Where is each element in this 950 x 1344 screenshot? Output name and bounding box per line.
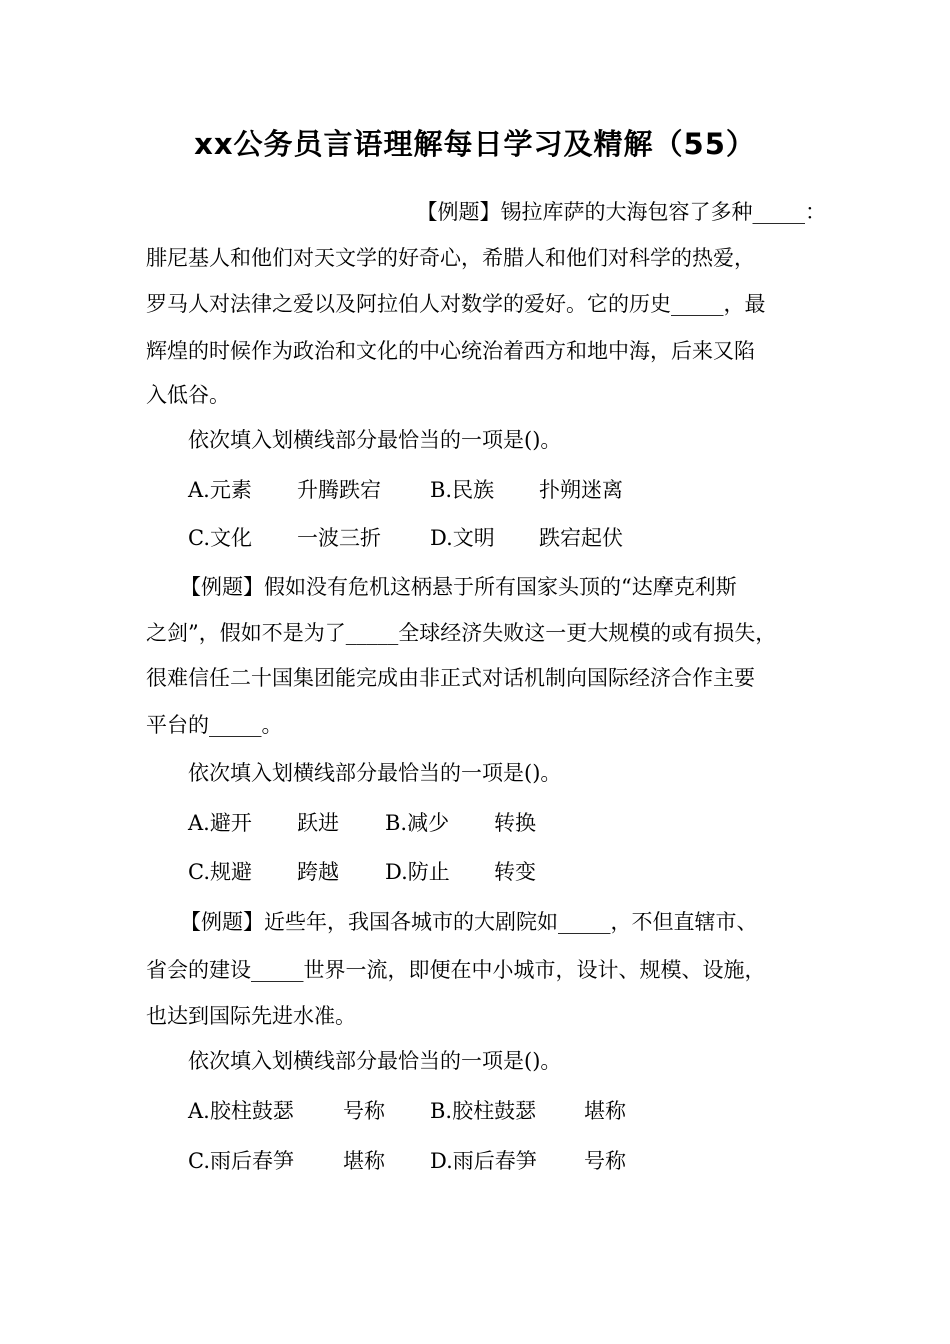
q1-option-a-word1: A.元素	[188, 478, 252, 502]
q2-line-1: 【例题】假如没有危机这柄悬于所有国家头顶的“达摩克利斯	[180, 575, 737, 599]
q1-option-c-word1: C.文化	[188, 526, 252, 550]
q2-option-a-word1: A.避开	[188, 811, 252, 835]
q3-option-a-word1: A.胶柱鼓瑟	[188, 1099, 294, 1123]
q2-option-d-word2: 转变	[494, 860, 536, 884]
q1-line-5: 入低谷。	[146, 383, 230, 407]
q2-line-2: 之剑”，假如不是为了_____全球经济失败这一更大规模的或有损失，	[146, 621, 777, 645]
q2-line-3: 很难信任二十国集团能完成由非正式对话机制向国际经济合作主要	[146, 666, 755, 690]
q2-option-b-word1: B.减少	[385, 811, 450, 835]
q1-option-d-word2: 跌宕起伏	[539, 526, 623, 550]
q3-option-c-word2: 堪称	[343, 1149, 385, 1173]
q3-line-1: 【例题】近些年，我国各城市的大剧院如_____，不但直辖市、	[180, 910, 758, 934]
q2-prompt: 依次填入划横线部分最恰当的一项是()。	[188, 761, 562, 785]
q1-option-c-word2: 一波三折	[297, 526, 381, 550]
q1-line-1: 【例题】锡拉库萨的大海包容了多种_____：	[416, 200, 826, 224]
q1-option-b-word2: 扑朔迷离	[539, 478, 623, 502]
q3-line-3: 也达到国际先进水准。	[146, 1004, 356, 1028]
q3-line-2: 省会的建设_____世界一流，即便在中小城市，设计、规模、设施，	[146, 958, 766, 982]
q1-option-b-word1: B.民族	[430, 478, 495, 502]
q2-option-c-word1: C.规避	[188, 860, 252, 884]
q1-line-3: 罗马人对法律之爱以及阿拉伯人对数学的爱好。它的历史_____，最	[146, 292, 766, 316]
q2-option-c-word2: 跨越	[297, 860, 339, 884]
q1-line-4: 辉煌的时候作为政治和文化的中心统治着西方和地中海，后来又陷	[146, 339, 755, 363]
page-title: xx公务员言语理解每日学习及精解（55）	[194, 127, 756, 161]
q3-prompt: 依次填入划横线部分最恰当的一项是()。	[188, 1049, 562, 1073]
q3-option-d-word2: 号称	[584, 1149, 626, 1173]
q2-option-b-word2: 转换	[494, 811, 536, 835]
q1-option-d-word1: D.文明	[430, 526, 495, 550]
q3-option-c-word1: C.雨后春笋	[188, 1149, 294, 1173]
q1-line-2: 腓尼基人和他们对天文学的好奇心，希腊人和他们对科学的热爱，	[146, 246, 755, 270]
q3-option-b-word2: 堪称	[584, 1099, 626, 1123]
q1-option-a-word2: 升腾跌宕	[297, 478, 381, 502]
q2-option-d-word1: D.防止	[385, 860, 450, 884]
q3-option-d-word1: D.雨后春笋	[430, 1149, 537, 1173]
q1-prompt: 依次填入划横线部分最恰当的一项是()。	[188, 428, 562, 452]
q3-option-a-word2: 号称	[343, 1099, 385, 1123]
q2-line-4: 平台的_____。	[146, 713, 283, 737]
q2-option-a-word2: 跃进	[297, 811, 339, 835]
q3-option-b-word1: B.胶柱鼓瑟	[430, 1099, 537, 1123]
